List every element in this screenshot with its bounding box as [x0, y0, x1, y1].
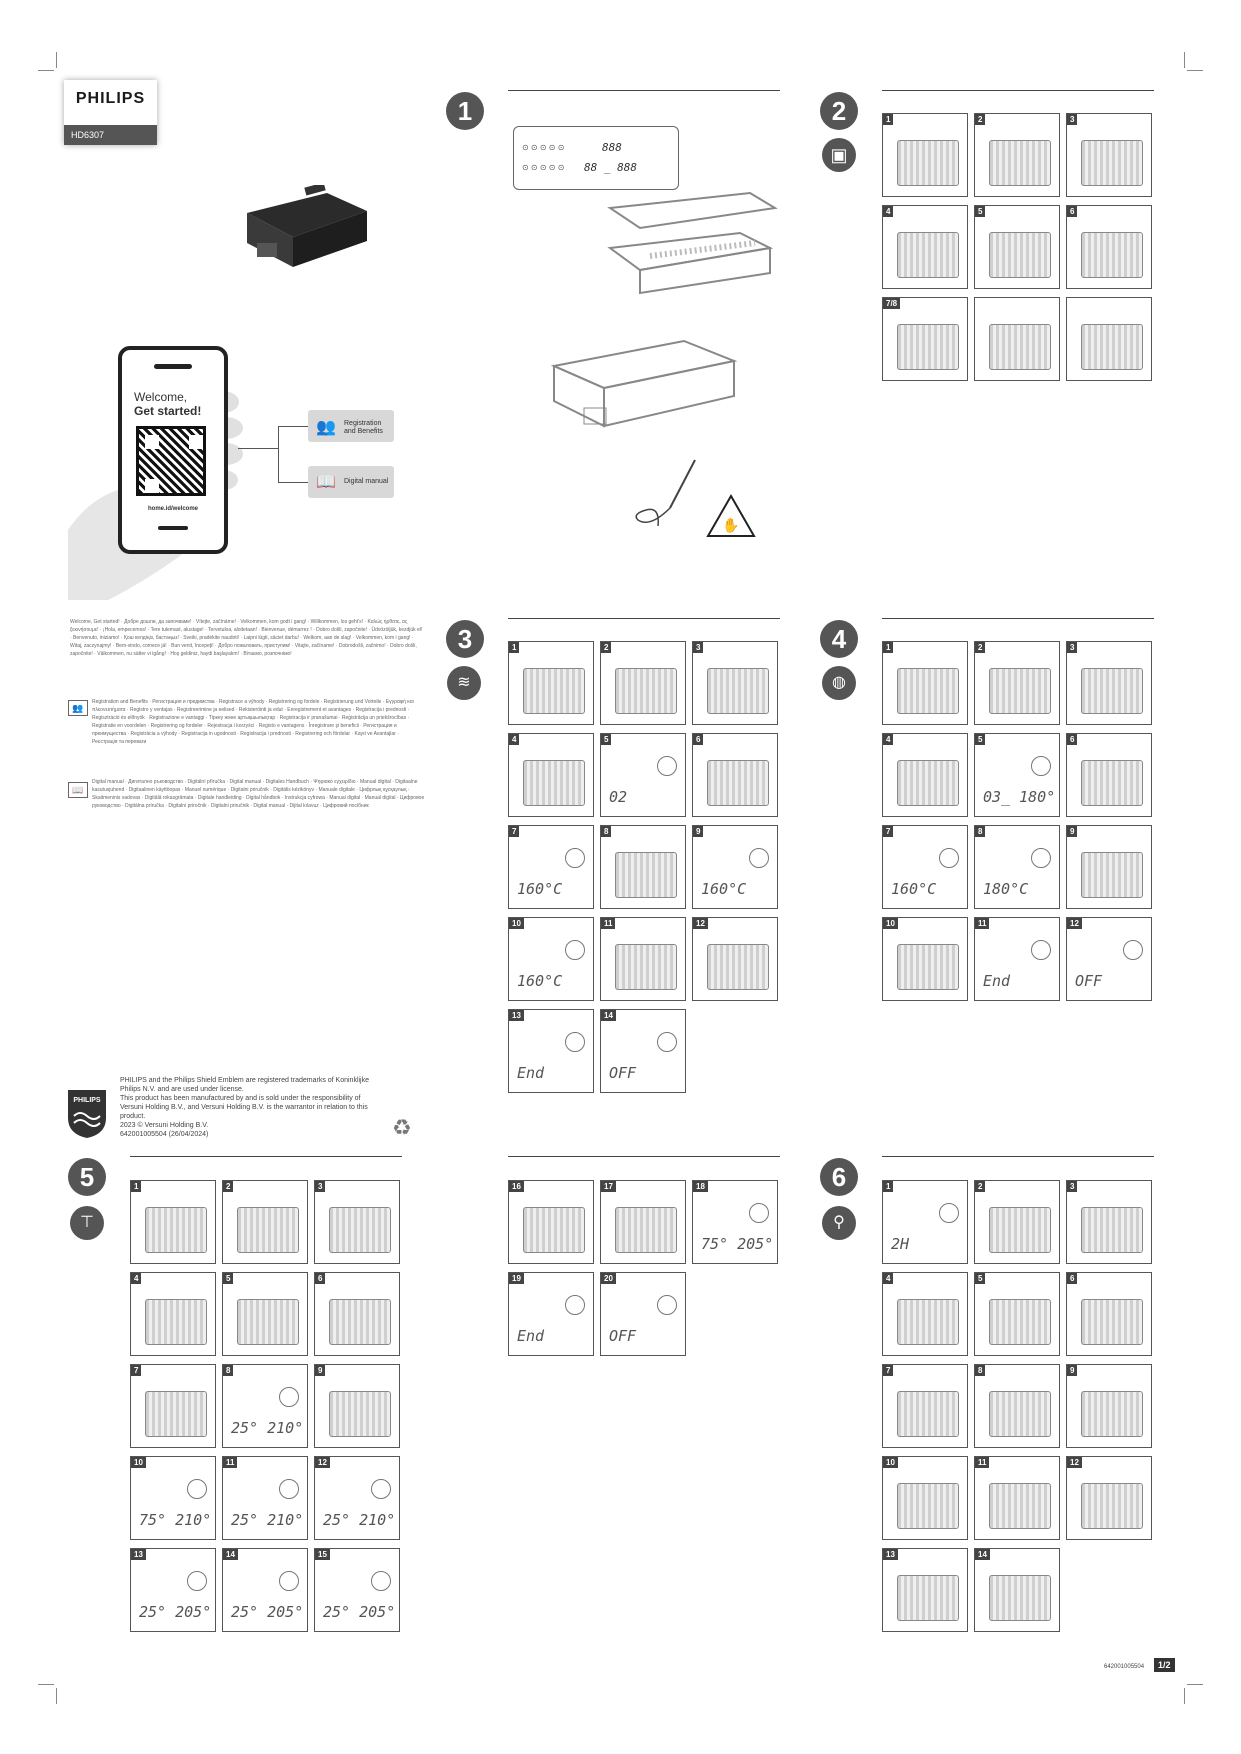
- step-panel: [1066, 733, 1152, 817]
- step-panel: [600, 917, 686, 1001]
- step-number-label: 3: [315, 1181, 325, 1192]
- display-readout: 25° 205°: [323, 1603, 396, 1621]
- control-button-icon: [657, 1295, 677, 1315]
- step-number-label: 2: [601, 642, 611, 653]
- step-panel: [974, 297, 1060, 381]
- step-number-label: 12: [315, 1457, 330, 1468]
- step-panel: [130, 1364, 216, 1448]
- grill-illustration: [707, 944, 769, 990]
- step-panel: [882, 113, 968, 197]
- phone-home-bar: [158, 526, 188, 530]
- control-button-icon: [939, 848, 959, 868]
- control-button-icon: [565, 848, 585, 868]
- step-number-label: 3: [693, 642, 703, 653]
- control-button-icon: [279, 1387, 299, 1407]
- probe-illustration: [630, 458, 700, 538]
- step-panel: [314, 1180, 400, 1264]
- control-button-icon: [1031, 756, 1051, 776]
- grill-open-diagram: [600, 188, 780, 298]
- step-number-label: 18: [693, 1181, 708, 1192]
- section-divider: [508, 1156, 780, 1157]
- panel-icons-row: ⊙ ⊙ ⊙ ⊙ ⊙: [522, 143, 565, 152]
- step-number-label: 12: [1067, 918, 1082, 929]
- grill-illustration: [1081, 1299, 1143, 1345]
- grill-illustration: [1081, 140, 1143, 186]
- people-icon: 👥: [316, 419, 336, 436]
- step-number-label: 8: [223, 1365, 233, 1376]
- crop-mark: [38, 70, 54, 71]
- step-panel: [130, 1272, 216, 1356]
- display-readout: End: [983, 972, 1011, 990]
- step-number-label: 9: [693, 826, 703, 837]
- grill-illustration: [897, 760, 959, 806]
- display-readout: 180°C: [983, 880, 1029, 898]
- step-panel: [600, 733, 686, 817]
- dishwasher-icon: ▣: [822, 138, 856, 172]
- legal-manufacturer: This product has been manufactured by and is sold under the responsibility of Versuni Holding B.V., and Versuni Holding B.V. is the warrantor in relation to this product.: [120, 1095, 368, 1120]
- grill-illustration: [897, 668, 959, 714]
- legal-copyright: 2023 © Versuni Holding B.V.: [120, 1122, 209, 1129]
- step-number-label: 16: [509, 1181, 524, 1192]
- registration-label: Registration and Benefits: [344, 420, 383, 435]
- step-panel: [222, 1548, 308, 1632]
- step-number-label: 1: [883, 642, 893, 653]
- phone-speaker: [154, 364, 192, 369]
- grill-illustration: [989, 1483, 1051, 1529]
- step-panel: [974, 205, 1060, 289]
- control-button-icon: [749, 848, 769, 868]
- step-number-label: 11: [223, 1457, 237, 1468]
- step-panel: [508, 733, 594, 817]
- welcome-translations: Welcome, Get started! · Добре дошли, да започваме! · Vítejte, začínáme! · Velkommen, kom godt i gang! · Willkommen, los geht's! · Καλώς ήρθατε, ας ξεκινήσουμε! · ¡Hola, empecemos! · Tere tulemast, alustage! · Tervetuloa, aloitetaan! · Bienvenue, démarrez ! · Dobro došli, započnite! · Üdvözöljük, kezdjük el! · Benvenuto, iniziamo! · Қош келдіңіз, бастаңыз! · Sveiki, pradėkite naudoti! · Laipni lūgti, sāciet darbu! · Welkom, aan de slag! · Velkommen, kom i gang! · Witaj, zaczynajmy! · Bem-vindo, comece já! · Bun venit, începeţi! · Добро пожаловать, приступим! · Vitajte, začíname! · Dobrodošli, začnimo! · Dobro došli, započnite! · Välkommen, nu sätter vi igång! · Hoş geldiniz, haydi başlayalım! · Вітаємо, розпочнімо!: [70, 619, 423, 657]
- panel-display-top: 888: [602, 141, 622, 154]
- welcome-title-2: Get started!: [134, 404, 202, 418]
- grill-illustration: [989, 232, 1051, 278]
- control-button-icon: [187, 1479, 207, 1499]
- connector-line: [278, 482, 308, 483]
- probe-insert-icon: ⊤: [70, 1206, 104, 1240]
- phone-mockup: [118, 346, 228, 554]
- svg-text:✋: ✋: [722, 518, 740, 534]
- step-number-label: 2: [975, 1181, 985, 1192]
- step-number-2: 2: [820, 92, 858, 130]
- registration-button[interactable]: [308, 410, 394, 442]
- grill-illustration: [145, 1299, 207, 1345]
- step-panel: [882, 641, 968, 725]
- step-number-label: 9: [1067, 826, 1077, 837]
- step-panel: [974, 1456, 1060, 1540]
- step-panel: [974, 1180, 1060, 1264]
- grill-illustration: [237, 1299, 299, 1345]
- section-divider: [882, 618, 1154, 619]
- step-panel: [974, 641, 1060, 725]
- legal-text: [120, 1076, 380, 1139]
- philips-shield-logo: [66, 1088, 108, 1140]
- display-readout: 25° 205°: [231, 1603, 304, 1621]
- step-number-label: 7/8: [883, 298, 900, 309]
- step-panel: [600, 825, 686, 909]
- step-panel: [130, 1180, 216, 1264]
- step-number-label: 10: [131, 1457, 146, 1468]
- display-readout: 160°C: [701, 880, 747, 898]
- grill-closed-diagram: [544, 326, 744, 436]
- grill-illustration: [1081, 668, 1143, 714]
- panel-icons-row: ⊙ ⊙ ⊙ ⊙ ⊙: [522, 163, 565, 172]
- control-button-icon: [1031, 940, 1051, 960]
- crop-mark: [38, 1684, 54, 1685]
- step-panel: [1066, 297, 1152, 381]
- step-number-label: 3: [1067, 114, 1077, 125]
- display-readout: 75° 205°: [701, 1235, 774, 1253]
- step-panel: [692, 1180, 778, 1264]
- step-panel: [508, 641, 594, 725]
- registration-icon: 👥: [68, 700, 88, 716]
- step-panel: [882, 733, 968, 817]
- step-panel: [222, 1180, 308, 1264]
- step-panel: [508, 1272, 594, 1356]
- grill-illustration: [989, 1391, 1051, 1437]
- grill-illustration: [989, 324, 1051, 370]
- display-readout: 160°C: [517, 972, 563, 990]
- grill-illustration: [707, 668, 769, 714]
- step-number-label: 17: [601, 1181, 616, 1192]
- display-readout: 03_ 180°: [983, 788, 1056, 806]
- step-panel: [222, 1272, 308, 1356]
- step-panel: [974, 1272, 1060, 1356]
- step-number-label: 14: [601, 1010, 616, 1021]
- step-number-label: 9: [315, 1365, 325, 1376]
- step-number-label: 1: [883, 1181, 893, 1192]
- step-panel: [974, 113, 1060, 197]
- step-panel: [882, 297, 968, 381]
- step-panel: [1066, 113, 1152, 197]
- grill-illustration: [1081, 1207, 1143, 1253]
- step-panel: [222, 1456, 308, 1540]
- grill-illustration: [897, 1391, 959, 1437]
- step-panel: [882, 205, 968, 289]
- step-number-label: 1: [131, 1181, 141, 1192]
- grill-illustration: [145, 1391, 207, 1437]
- grill-illustration: [329, 1207, 391, 1253]
- grill-illustration: [989, 668, 1051, 714]
- step-panel: [1066, 1364, 1152, 1448]
- control-button-icon: [939, 1203, 959, 1223]
- step-panel: [882, 1180, 968, 1264]
- grill-illustration: [145, 1207, 207, 1253]
- control-button-icon: [565, 940, 585, 960]
- step-number-label: 13: [131, 1549, 146, 1560]
- step-number-label: 14: [223, 1549, 238, 1560]
- grill-illustration: [897, 140, 959, 186]
- control-button-icon: [279, 1571, 299, 1591]
- step-panel: [974, 917, 1060, 1001]
- display-readout: OFF: [609, 1327, 637, 1345]
- step-number-label: 10: [883, 918, 898, 929]
- svg-text:PHILIPS: PHILIPS: [73, 1097, 101, 1104]
- grill-product-image: [235, 185, 375, 275]
- step-number-label: 2: [975, 114, 985, 125]
- step-panel: [882, 1364, 968, 1448]
- crop-mark: [1184, 1688, 1185, 1704]
- grill-illustration: [523, 760, 585, 806]
- step-panel: [882, 1272, 968, 1356]
- grill-illustration: [523, 668, 585, 714]
- step-panel: [600, 1009, 686, 1093]
- step-panel: [1066, 641, 1152, 725]
- step-number-label: 6: [1067, 734, 1077, 745]
- step-panel: [1066, 1180, 1152, 1264]
- control-button-icon: [657, 1032, 677, 1052]
- step-number-label: 5: [975, 734, 985, 745]
- step-number-label: 5: [223, 1273, 233, 1284]
- step-number-label: 19: [509, 1273, 524, 1284]
- qr-code[interactable]: [136, 426, 206, 496]
- step-number-label: 6: [315, 1273, 325, 1284]
- step-number-label: 8: [601, 826, 611, 837]
- step-number-label: 7: [883, 1365, 893, 1376]
- step-number-label: 11: [975, 918, 989, 929]
- registration-translations: Registration and Benefits · Регистрация и предимства · Registrace a výhody · Registrering og fordele · Registrierung und Vorteile · Εγγραφή και πλεονεκτήματα · Registro y ventajas · Registreerimine ja eelised · Rekisteröinti ja edut · Enregistrement et avantages · Registracija i prednosti · Regisztráció és előnyök · Registrazione e vantaggi · Тіркеу және артықшылықтар · Registracija ir pranašumai · Reģistrācija un priekšrocības · Registratie en voordelen · Registrering og fordeler · Rejestracja i korzyści · Registo e vantagens · Înregistrare şi beneficii · Регистрация и преимущества · Registrácia a výhody · Registracija in ugodnosti · Registracija i prednosti · Registrering och fördelar · Kayıt ve Avantajlar · Реєстрація та переваги: [92, 699, 414, 745]
- step-number-label: 2: [975, 642, 985, 653]
- brand-name: PHILIPS: [75, 90, 146, 107]
- grill-illustration: [329, 1391, 391, 1437]
- display-readout: End: [517, 1064, 545, 1082]
- display-readout: 25° 210°: [231, 1511, 304, 1529]
- grill-illustration: [707, 760, 769, 806]
- display-readout: OFF: [1075, 972, 1103, 990]
- legal-code: 642001005504 (26/04/2024): [120, 1131, 209, 1138]
- step-number-label: 4: [883, 734, 893, 745]
- display-readout: 02: [609, 788, 628, 806]
- control-button-icon: [371, 1479, 391, 1499]
- step-number-label: 1: [509, 642, 519, 653]
- grill-illustration: [1081, 852, 1143, 898]
- step-panel: [692, 825, 778, 909]
- book-icon: 📖: [316, 474, 336, 491]
- step-panel: [600, 1272, 686, 1356]
- connector-line: [278, 426, 308, 427]
- grill-illustration: [897, 944, 959, 990]
- connector-line: [238, 448, 278, 449]
- manual-icon: 📖: [68, 782, 88, 798]
- step-panel: [882, 917, 968, 1001]
- control-button-icon: [749, 1203, 769, 1223]
- grill-illustration: [615, 1207, 677, 1253]
- page-number: 1/2: [1154, 1658, 1175, 1672]
- step-panel: [508, 825, 594, 909]
- display-readout: End: [517, 1327, 545, 1345]
- step-panel: [974, 1548, 1060, 1632]
- control-button-icon: [1031, 848, 1051, 868]
- grill-illustration: [615, 668, 677, 714]
- display-readout: 2H: [891, 1235, 910, 1253]
- step-panel: [692, 917, 778, 1001]
- panel-display-bottom: 88 _ 888: [584, 161, 637, 174]
- step-number-3: 3: [446, 620, 484, 658]
- step-number-label: 11: [601, 918, 615, 929]
- step-number-5: 5: [68, 1158, 106, 1196]
- grill-illustration: [897, 324, 959, 370]
- step-panel: [314, 1456, 400, 1540]
- step-number-label: 15: [315, 1549, 330, 1560]
- step-panel: [882, 1548, 968, 1632]
- step-number-label: 3: [1067, 642, 1077, 653]
- probe-mode-icon: ◍: [822, 666, 856, 700]
- step-panel: [314, 1548, 400, 1632]
- crop-mark: [1187, 1684, 1203, 1685]
- tap-cleaning-icon: ⚲: [822, 1206, 856, 1240]
- warning-hot-surface-icon: [706, 494, 756, 538]
- step-number-label: 4: [509, 734, 519, 745]
- crop-mark: [1187, 70, 1203, 71]
- step-panel: [974, 1364, 1060, 1448]
- crop-mark: [56, 1688, 57, 1704]
- step-panel: [508, 1009, 594, 1093]
- grill-illustration: [1081, 324, 1143, 370]
- step-number-label: 6: [1067, 1273, 1077, 1284]
- control-button-icon: [1123, 940, 1143, 960]
- step-panel: [508, 917, 594, 1001]
- section-divider: [882, 90, 1154, 91]
- step-panel: [600, 1180, 686, 1264]
- manual-translations: Digital manual · Дигитално ръководство · Digitální příručka · Digital manual · Digitales Handbuch · Ψηφιακό εγχειρίδιο · Manual digital · Digitaalne kasutusjuhend · Digitaalinen käyttöopas · Manuel numérique · Digitalni priručnik · Digitális kézikönyv · Manuale digitale · Цифрлық нұсқаулық · Skaitmeninis vadovas · Digitālā rokasgrāmata · Digitale handleiding · Digital håndbok · Instrukcja cyfrowa · Manual digital · Manual digital · Цифровое руководство · Digitálna príručka · Digitalni priročnik · Digitalni priručnik · Digital manual · Dijital kılavuz · Цифровий посібник: [92, 779, 425, 809]
- grill-illustration: [989, 140, 1051, 186]
- grill-illustration: [897, 1575, 959, 1621]
- grill-illustration: [1081, 1391, 1143, 1437]
- welcome-title-1: Welcome,: [134, 390, 188, 404]
- recycle-icon: ♻: [392, 1115, 412, 1140]
- crop-mark: [56, 52, 57, 68]
- step-number-label: 8: [975, 826, 985, 837]
- step-number-1: 1: [446, 92, 484, 130]
- step-number-label: 13: [883, 1549, 898, 1560]
- section-divider: [130, 1156, 402, 1157]
- step-number-label: 5: [975, 206, 985, 217]
- grill-illustration: [989, 1575, 1051, 1621]
- control-button-icon: [565, 1032, 585, 1052]
- step-number-label: 20: [601, 1273, 616, 1284]
- step-number-label: 4: [883, 1273, 893, 1284]
- grill-illustration: [989, 1299, 1051, 1345]
- steam-heat-icon: ≋: [447, 666, 481, 700]
- section-divider: [882, 1156, 1154, 1157]
- step-panel: [1066, 917, 1152, 1001]
- grill-illustration: [1081, 232, 1143, 278]
- grill-illustration: [237, 1207, 299, 1253]
- display-readout: 160°C: [891, 880, 937, 898]
- step-panel: [974, 733, 1060, 817]
- step-number-label: 9: [1067, 1365, 1077, 1376]
- step-number-label: 12: [693, 918, 708, 929]
- display-readout: 25° 210°: [323, 1511, 396, 1529]
- step-number-label: 6: [1067, 206, 1077, 217]
- step-number-label: 10: [509, 918, 524, 929]
- step-panel: [692, 641, 778, 725]
- step-number-label: 5: [975, 1273, 985, 1284]
- step-number-6: 6: [820, 1158, 858, 1196]
- step-panel: [1066, 1456, 1152, 1540]
- section-divider: [508, 618, 780, 619]
- grill-illustration: [897, 232, 959, 278]
- step-number-label: 14: [975, 1549, 990, 1560]
- step-number-label: 7: [131, 1365, 141, 1376]
- step-panel: [1066, 825, 1152, 909]
- step-number-4: 4: [820, 620, 858, 658]
- crop-mark: [1184, 52, 1185, 68]
- grill-illustration: [523, 1207, 585, 1253]
- control-button-icon: [565, 1295, 585, 1315]
- step-number-label: 7: [509, 826, 519, 837]
- control-button-icon: [657, 756, 677, 776]
- control-button-icon: [279, 1479, 299, 1499]
- philips-logo: [64, 80, 157, 145]
- step-panel: [508, 1180, 594, 1264]
- display-readout: 25° 205°: [139, 1603, 212, 1621]
- display-readout: 160°C: [517, 880, 563, 898]
- step-number-label: 6: [693, 734, 703, 745]
- grill-illustration: [615, 944, 677, 990]
- grill-illustration: [1081, 760, 1143, 806]
- step-panel: [974, 825, 1060, 909]
- grill-illustration: [615, 852, 677, 898]
- display-readout: 75° 210°: [139, 1511, 212, 1529]
- model-number: HD6307: [64, 125, 157, 145]
- step-panel: [882, 825, 968, 909]
- grill-illustration: [897, 1483, 959, 1529]
- step-number-label: 2: [223, 1181, 233, 1192]
- control-panel-diagram: [513, 126, 679, 190]
- step-number-label: 8: [975, 1365, 985, 1376]
- step-number-label: 7: [883, 826, 893, 837]
- step-number-label: 13: [509, 1010, 524, 1021]
- connector-line: [278, 426, 279, 482]
- grill-illustration: [329, 1299, 391, 1345]
- legal-trademark: PHILIPS and the Philips Shield Emblem are registered trademarks of Koninklijke Philips N.V. and are used under license.: [120, 1077, 370, 1093]
- step-panel: [314, 1364, 400, 1448]
- step-number-label: 1: [883, 114, 893, 125]
- step-number-label: 3: [1067, 1181, 1077, 1192]
- step-panel: [222, 1364, 308, 1448]
- step-number-label: 4: [131, 1273, 141, 1284]
- step-panel: [692, 733, 778, 817]
- footer-code: 642001005504: [1104, 1664, 1145, 1670]
- step-number-label: 5: [601, 734, 611, 745]
- grill-illustration: [897, 1299, 959, 1345]
- step-number-label: 4: [883, 206, 893, 217]
- step-panel: [1066, 1272, 1152, 1356]
- control-button-icon: [187, 1571, 207, 1591]
- manual-label: Digital manual: [344, 478, 389, 485]
- digital-manual-button[interactable]: [308, 466, 394, 498]
- step-panel: [1066, 205, 1152, 289]
- control-button-icon: [371, 1571, 391, 1591]
- grill-illustration: [989, 1207, 1051, 1253]
- welcome-url[interactable]: home.id/welcome: [147, 506, 198, 512]
- step-number-label: 12: [1067, 1457, 1082, 1468]
- step-number-label: 11: [975, 1457, 989, 1468]
- display-readout: OFF: [609, 1064, 637, 1082]
- step-panel: [882, 1456, 968, 1540]
- grill-illustration: [1081, 1483, 1143, 1529]
- section-divider: [508, 90, 780, 91]
- step-panel: [130, 1456, 216, 1540]
- step-panel: [130, 1548, 216, 1632]
- step-panel: [600, 641, 686, 725]
- display-readout: 25° 210°: [231, 1419, 304, 1437]
- step-panel: [314, 1272, 400, 1356]
- step-number-label: 10: [883, 1457, 898, 1468]
